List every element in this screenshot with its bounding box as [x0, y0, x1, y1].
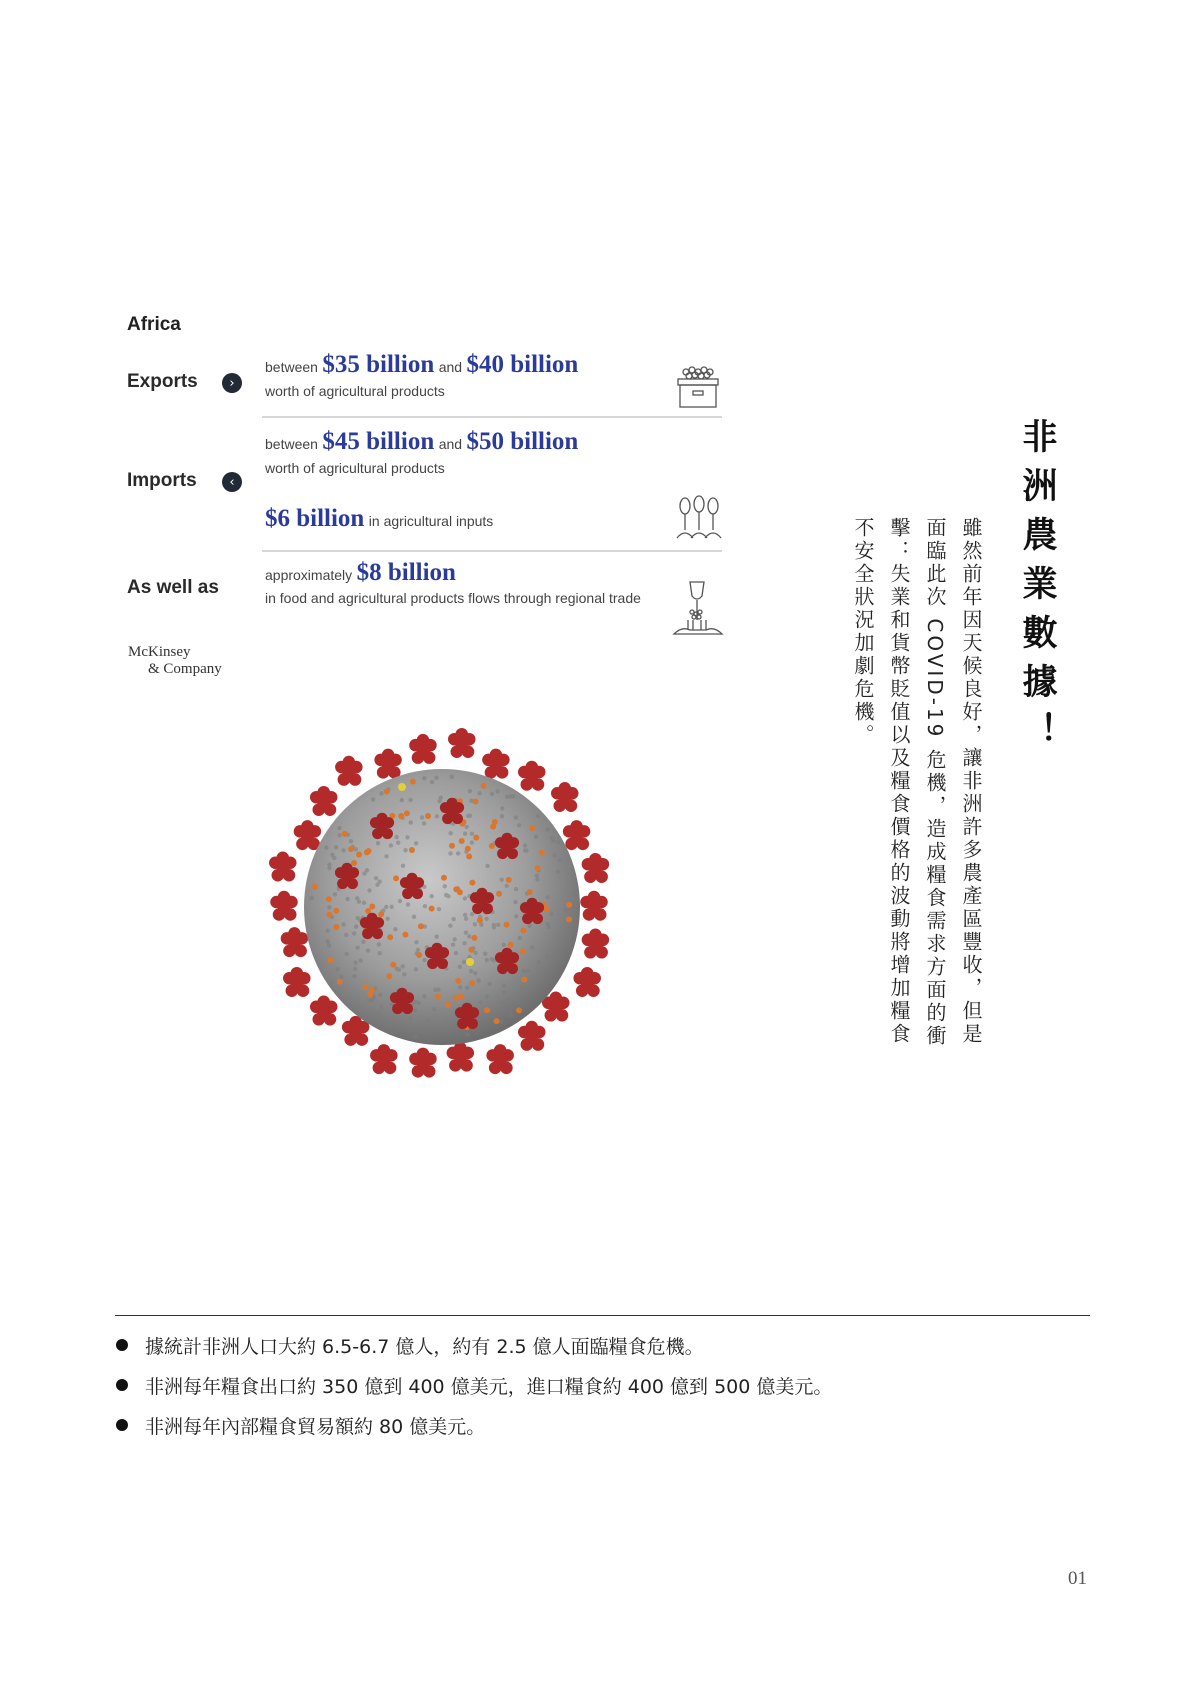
list-item — [116, 1325, 1086, 1365]
bullet-icon — [116, 1339, 128, 1351]
bullet-list — [116, 1325, 1086, 1445]
imports-between: between — [265, 436, 318, 452]
imports-low-value: $45 billion — [322, 428, 435, 455]
inputs-value-line — [265, 505, 493, 533]
imports-value-line — [265, 428, 578, 456]
regional-value-line — [265, 559, 456, 587]
exports-value-line — [265, 351, 578, 379]
bullet-icon — [116, 1419, 128, 1431]
imports-label: Imports — [127, 470, 197, 491]
article-body: 雖然前年因天候良好，讓非洲許多農產區豐收，但是面臨此次 COVID-19 危機，造成糧食需求方面的衝擊：失業和貨幣貶值以及糧食價格的波動將增加糧食不安全狀況加劇危機。 — [851, 517, 983, 1048]
list-item-text: 非洲每年糧食出口約 350 億到 400 億美元，進口糧食約 400 億到 500 億美元。 — [145, 1375, 833, 1398]
page-number: 01 — [1068, 1568, 1087, 1589]
regional-value: $8 billion — [356, 559, 456, 586]
divider — [262, 416, 722, 418]
divider — [262, 550, 722, 552]
exports-between: between — [265, 359, 318, 375]
exports-low-value: $35 billion — [322, 351, 435, 378]
list-item — [116, 1405, 1086, 1445]
regional-prefix: approximately — [265, 567, 353, 583]
source-line1: McKinsey — [128, 644, 191, 660]
mckinsey-logo — [128, 644, 248, 678]
section-divider — [115, 1315, 1090, 1316]
imports-subtitle: worth of agricultural products — [265, 460, 445, 476]
exports-high-value: $40 billion — [466, 351, 579, 378]
coronavirus-illustration — [252, 717, 632, 1097]
bullet-icon — [116, 1379, 128, 1391]
list-item-text: 據統計非洲人口大約 6.5-6.7 億人，約有 2.5 億人面臨糧食危機。 — [145, 1335, 704, 1358]
inputs-subtitle: in agricultural inputs — [368, 513, 494, 529]
imports-and: and — [438, 436, 463, 452]
exports-and: and — [438, 359, 463, 375]
exports-label: Exports — [127, 371, 198, 392]
article-title: 非洲農業數據！ — [1017, 418, 1057, 761]
infographic-region: Africa — [127, 314, 181, 335]
inputs-value: $6 billion — [265, 505, 365, 532]
exports-subtitle: worth of agricultural products — [265, 383, 445, 399]
list-item — [116, 1365, 1086, 1405]
as-well-as-label: As well as — [127, 577, 219, 598]
plants-icon — [673, 494, 725, 544]
wine-glass-grapes-icon — [668, 578, 728, 640]
arrow-right-icon: › — [222, 373, 242, 393]
regional-subtitle: in food and agricultural products flows through regional trade — [265, 590, 641, 606]
list-item-text: 非洲每年內部糧食貿易額約 80 億美元。 — [145, 1415, 486, 1438]
imports-high-value: $50 billion — [466, 428, 579, 455]
crate-icon — [672, 363, 724, 413]
source-line2: & Company — [148, 661, 222, 677]
arrow-left-icon: ‹ — [222, 472, 242, 492]
